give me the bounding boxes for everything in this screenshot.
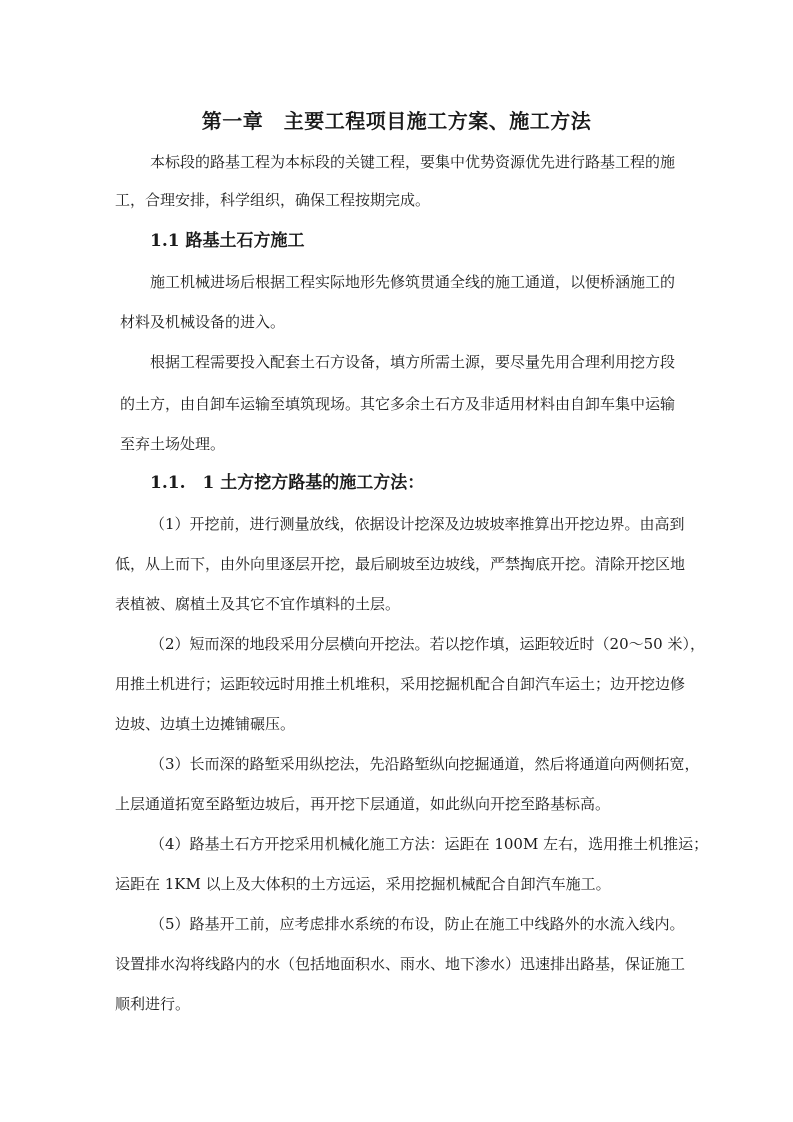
section-heading-1-1: 1.1 路基土石方施工 [150, 231, 305, 251]
item-2-line-3: 边坡、边填土边摊铺碾压。 [115, 715, 296, 733]
chapter-title: 第一章 主要工程项目施工方案、施工方法 [201, 109, 592, 133]
item-1-line-2: 低，从上而下，由外向里逐层开挖，最后刷坡至边坡线，严禁掏底开挖。清除开挖区地 [115, 555, 686, 573]
section-1-1-para2-line-2: 的土方，由自卸车运输至填筑现场。其它多余土石方及非适用材料由自卸车集中运输 [120, 395, 676, 413]
section-heading-1-1-1: 1.1. 1 土方挖方路基的施工方法： [150, 473, 425, 493]
section-1-1-para2-line-3: 至弃土场处理。 [120, 435, 226, 453]
item-5-line-1: （5）路基开工前，应考虑排水系统的布设，防止在施工中线路外的水流入线内。 [150, 915, 685, 933]
item-3-line-1: （3）长而深的路堑采用纵挖法，先沿路堑纵向挖掘通道，然后将通道向两侧拓宽， [150, 755, 700, 773]
item-5-line-2: 设置排水沟将线路内的水（包括地面积水、雨水、地下渗水）迅速排出路基，保证施工 [115, 955, 686, 973]
section-1-1-para1-line-1: 施工机械进场后根据工程实际地形先修筑贯通全线的施工通道，以便桥涵施工的 [150, 273, 676, 291]
item-4-line-2: 运距在 1KM 以上及大体积的土方远运，采用挖掘机械配合自卸汽车施工。 [115, 875, 611, 893]
item-3-line-2: 上层通道拓宽至路堑边坡后，再开挖下层通道，如此纵向开挖至路基标高。 [115, 795, 611, 813]
item-2-line-1: （2）短而深的地段采用分层横向开挖法。若以挖作填，运距较近时（20～50 米）， [150, 635, 705, 653]
item-2-line-2: 用推土机进行；运距较远时用推土机堆积，采用挖掘机配合自卸汽车运土；边开挖边修 [115, 675, 686, 693]
item-1-line-3: 表植被、腐植土及其它不宜作填料的土层。 [115, 595, 401, 613]
intro-line-2: 工，合理安排，科学组织，确保工程按期完成。 [115, 191, 431, 209]
item-4-line-1: （4）路基土石方开挖采用机械化施工方法：运距在 100M 左右，选用推土机推运； [150, 835, 709, 853]
item-5-line-3: 顺利进行。 [115, 995, 191, 1013]
intro-line-1: 本标段的路基工程为本标段的关键工程，要集中优势资源优先进行路基工程的施 [150, 153, 676, 171]
item-1-line-1: （1）开挖前，进行测量放线，依据设计挖深及边坡坡率推算出开挖边界。由高到 [150, 515, 685, 533]
section-1-1-para1-line-2: 材料及机械设备的进入。 [120, 313, 286, 331]
section-1-1-para2-line-1: 根据工程需要投入配套土石方设备，填方所需土源，要尽量先用合理利用挖方段 [150, 353, 676, 371]
